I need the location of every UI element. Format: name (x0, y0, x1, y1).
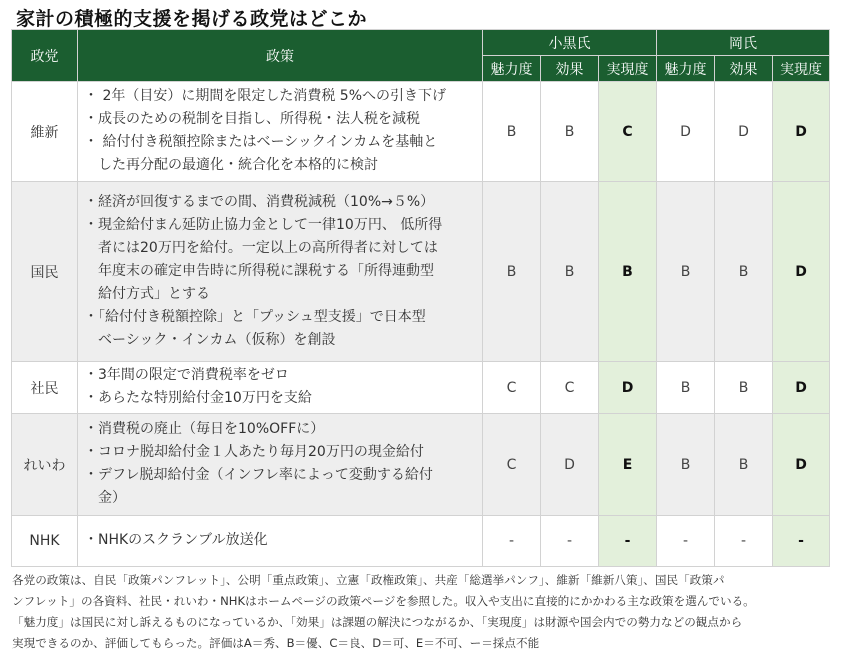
party-name: NHK (12, 516, 78, 567)
policy-item: ・コロナ脱却給付金１人あたり毎月20万円の現金給付 (84, 444, 424, 460)
header-group-oka: 岡氏 (657, 30, 830, 56)
policy-item: ベーシック・インカム（仮称）を創設 (84, 331, 336, 348)
policy-item: ・ 2年（目安）に期間を限定した消費税 5%への引き下げ (84, 88, 447, 104)
grade-cell: C (483, 414, 541, 516)
grade-cell: D (773, 182, 830, 362)
header-sub-effect: 効果 (715, 56, 773, 82)
policy-item: ・経済が回復するまでの間、消費税減税（10%→５%） (84, 193, 435, 210)
policy-cell (78, 182, 483, 362)
grade-cell: D (773, 82, 830, 182)
grade-cell: D (541, 414, 599, 516)
grade-cell: B (715, 414, 773, 516)
policy-cell (78, 516, 483, 567)
table-row (12, 516, 830, 567)
footnote-line: ンフレット」の各資料、社民・れいわ・NHKはホームページの政策ページを参照した。収入や支出に直接的にかかわる主な政策を選んでいる。 (12, 594, 755, 608)
party-name: 維新 (12, 82, 78, 182)
footnote (12, 570, 838, 654)
header-sub-feasibility: 実現度 (599, 56, 657, 82)
grade-cell: B (657, 414, 715, 516)
policy-item: ・成長のための税制を目指し、所得税・法人税を減税 (84, 111, 420, 127)
grade-cell: - (715, 516, 773, 567)
grade-cell: - (541, 516, 599, 567)
table-row (12, 182, 830, 362)
header-policy: 政策 (78, 30, 483, 82)
header-sub-effect: 効果 (541, 56, 599, 82)
policy-item: ・3年間の限定で消費税率をゼロ (84, 367, 289, 383)
grade-cell: - (599, 516, 657, 567)
page-title: 家計の積極的支援を掲げる政党はどこか (16, 8, 368, 30)
table-row (12, 362, 830, 414)
party-name: 社民 (12, 362, 78, 414)
table-row (12, 414, 830, 516)
grade-cell: D (715, 82, 773, 182)
grade-cell: D (657, 82, 715, 182)
grade-cell: B (541, 182, 599, 362)
policy-item: 年度末の確定申告時に所得税に課税する「所得連動型 (84, 262, 434, 279)
grade-cell: B (541, 82, 599, 182)
grade-cell: B (715, 182, 773, 362)
grade-cell: B (715, 362, 773, 414)
footnote-line: 実現できるのか、評価してもらった。評価はA＝秀、B＝優、C＝良、D＝可、E＝不可、ー＝採点不能 (12, 636, 540, 650)
grade-cell: B (599, 182, 657, 362)
footnote-line: 「魅力度」は国民に対し訴えるものになっているか、「効果」は課題の解決につながるか、「実現度」は財源や国会内での勢力などの観点から (12, 615, 743, 629)
grade-cell: B (657, 182, 715, 362)
header-sub-feasibility: 実現度 (773, 56, 830, 82)
policy-item: ・現金給付まん延防止協力金として一律10万円、 低所得 (84, 216, 443, 233)
policy-item: ・ 給付付き税額控除またはベーシックインカムを基軸と (84, 134, 438, 150)
policy-cell (78, 414, 483, 516)
grade-cell: C (483, 362, 541, 414)
policy-item: した再分配の最適化・統合化を本格的に検討 (84, 157, 378, 173)
policy-item: 給付方式」とする (84, 285, 210, 302)
footnote-line: 各党の政策は、自民「政策パンフレット」、公明「重点政策」、立憲「政権政策」、共産「総選挙パンフ」、維新「維新八策」、国民「政策パ (12, 573, 725, 587)
policy-cell (78, 362, 483, 414)
grade-cell: D (773, 414, 830, 516)
party-policy-table (11, 29, 830, 567)
party-name: れいわ (12, 414, 78, 516)
grade-cell: D (773, 362, 830, 414)
policy-item: ・あらたな特別給付金10万円を支給 (84, 390, 312, 406)
party-name: 国民 (12, 182, 78, 362)
grade-cell: D (599, 362, 657, 414)
policy-item: ・消費税の廃止（毎日を10%OFFに） (84, 421, 325, 437)
policy-cell (78, 82, 483, 182)
policy-item: ・NHKのスクランブル放送化 (84, 532, 268, 548)
grade-cell: B (657, 362, 715, 414)
grade-cell: - (483, 516, 541, 567)
header-group-oguro: 小黒氏 (483, 30, 657, 56)
policy-item: 者には20万円を給付。一定以上の高所得者に対しては (84, 239, 438, 256)
table-row (12, 82, 830, 182)
grade-cell: B (483, 82, 541, 182)
grade-cell: C (541, 362, 599, 414)
grade-cell: - (773, 516, 830, 567)
header-sub-appeal: 魅力度 (483, 56, 541, 82)
grade-cell: C (599, 82, 657, 182)
grade-cell: - (657, 516, 715, 567)
grade-cell: B (483, 182, 541, 362)
header-party: 政党 (12, 30, 78, 82)
header-sub-appeal: 魅力度 (657, 56, 715, 82)
policy-item: 金） (84, 490, 126, 506)
grade-cell: E (599, 414, 657, 516)
policy-item: ・「給付付き税額控除」と「プッシュ型支援」で日本型 (84, 308, 426, 325)
policy-item: ・デフレ脱却給付金（インフレ率によって変動する給付 (84, 467, 433, 483)
